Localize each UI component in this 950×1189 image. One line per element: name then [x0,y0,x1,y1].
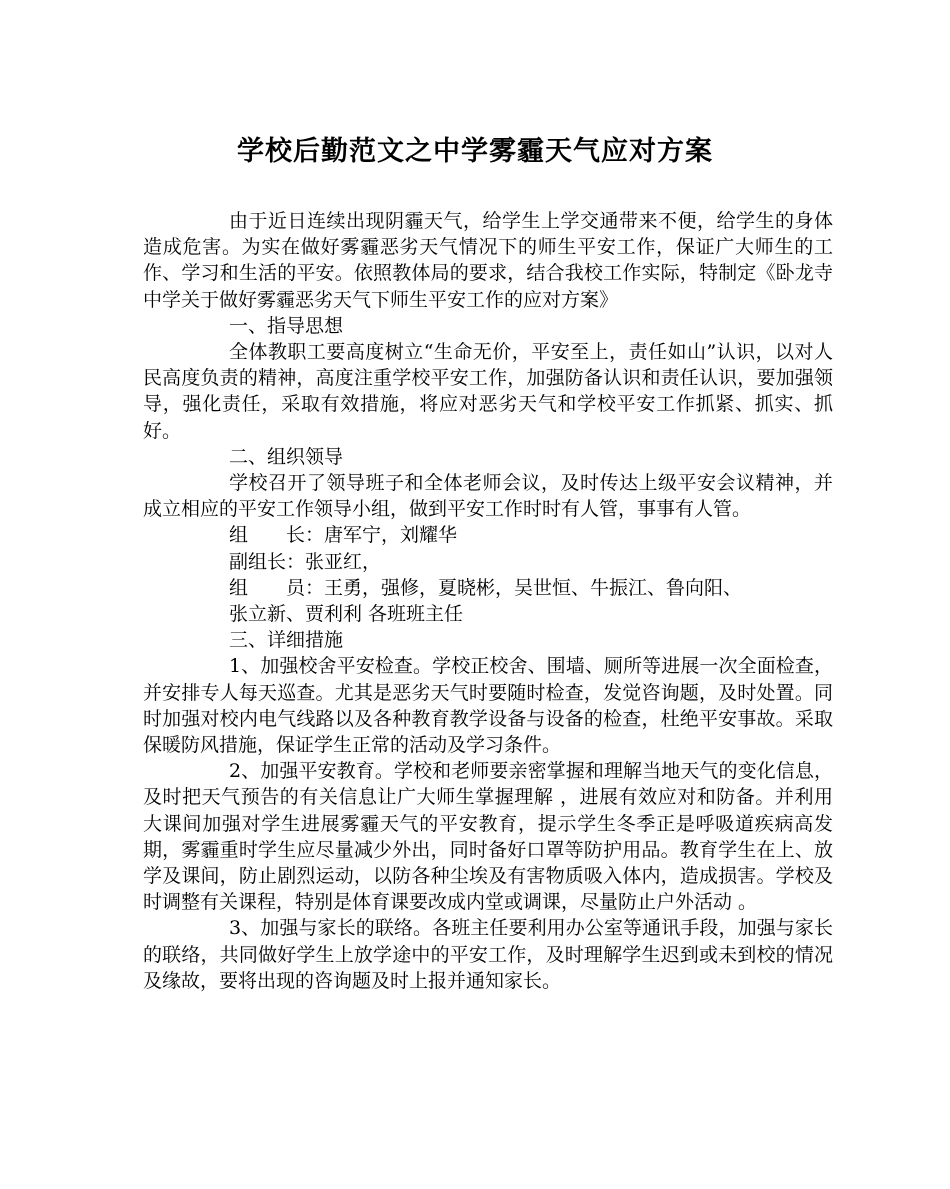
guiding-ideology-paragraph: 全体教职工要高度树立“生命无价，平安至上，责任如山”认识，以对人民高度负责的精神，高度注重学校平安工作，加强防备认识和责任认识，要加强领导，强化责任，采取有效措施，将应对恶劣天气和学校平安工作抓紧、抓实、抓好。 [143,341,833,442]
measure-3-paragraph: 3、加强与家长的联络。各班主任要利用办公室等通讯手段，加强与家长的联络，共同做好学生上放学途中的平安工作，及时理解学生迟到或未到校的情况及缘故，要将出现的咨询题及时上报并通知家长。 [143,917,833,992]
section-heading-organization: 二、组织领导 [229,445,344,468]
document-title: 学校后勤范文之中学雾霾天气应对方案 [237,136,713,167]
intro-paragraph: 由于近日连续出现阴霾天气，给学生上学交通带来不便，给学生的身体造成危害。为实在做好雾霾恶劣天气情况下的师生平安工作，保证广大师生的工作、学习和生活的平安。依照教体局的要求，结合我校工作实际，特制定《卧龙寺中学关于做好雾霾恶劣天气下师生平安工作的应对方案》 [143,210,833,311]
section-heading-measures: 三、详细措施 [229,629,344,652]
organization-paragraph: 学校召开了领导班子和全体老师会议，及时传达上级平安会议精神，并成立相应的平安工作领导小组，做到平安工作时时有人管，事事有人管。 [143,472,833,521]
measure-1-paragraph: 1、加强校舍平安检查。学校正校舍、围墙、厕所等进展一次全面检查，并安排专人每天巡查。尤其是恶劣天气时要随时检查，发觉咨询题，及时处置。同时加强对校内电气线路以及各种教育教学设备与设备的检查，杜绝平安事故。采取保暖防风措施，保证学生正常的活动及学习条件。 [143,655,833,757]
group-leader-line: 组 长：唐军宁，刘耀华 [229,524,458,547]
deputy-leader-line: 副组长：张亚红， [229,550,382,573]
document-body [143,208,833,994]
section-heading-guiding-ideology: 一、指导思想 [229,314,344,337]
group-members-line: 组 员：王勇，强修，夏晓彬，吴世恒、牛振江、鲁向阳、 [229,576,743,599]
group-members-line-continued: 张立新、贾利利 各班班主任 [229,603,464,626]
measure-2-paragraph: 2、加强平安教育。学校和老师要亲密掌握和理解当地天气的变化信息，及时把天气预告的有关信息让广大师生掌握理解 ，进展有效应对和防备。并利用大课间加强对学生进展雾霾天气的平安教育，提示学生冬季正是呼吸道疾病高发期，雾霾重时学生应尽量减少外出，同时备好口罩等防护用品。教育学生在上、放学及课间，防止剧烈运动，以防各种尘埃及有害物质吸入体内，造成损害。学校及时调整有关课程，特别是体育课要改成内堂或调课，尽量防止户外活动 。 [143,760,833,914]
